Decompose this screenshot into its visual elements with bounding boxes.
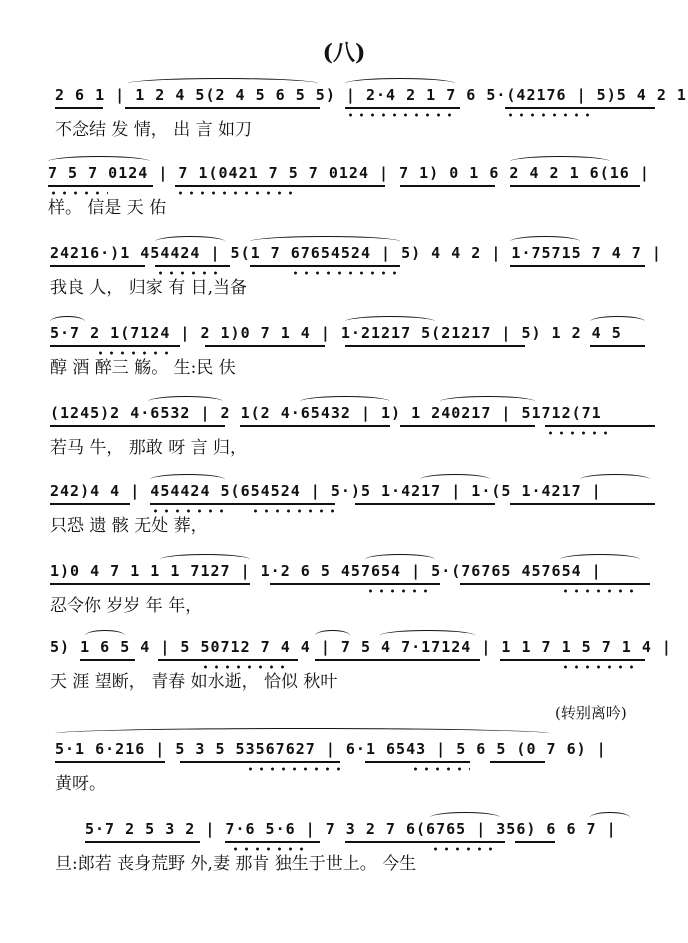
low-octave-dots (430, 846, 500, 852)
low-octave-dots (345, 112, 455, 118)
score-row-2 (0, 158, 688, 228)
beam-line (175, 185, 385, 187)
score-row-9 (0, 734, 688, 804)
lyrics-line: 忍令你 岁岁 年 年， (50, 596, 203, 616)
slur (155, 236, 225, 247)
beam-line (155, 265, 230, 267)
slur (300, 396, 390, 407)
slur (380, 630, 475, 641)
beam-line (50, 583, 250, 585)
beam-line (48, 185, 153, 187)
score-row-6 (0, 476, 688, 546)
score-row-5 (0, 398, 688, 468)
score-row-7 (0, 556, 688, 626)
beam-line (500, 659, 645, 661)
beam-line (400, 185, 495, 187)
lyrics-line: 样。 信是 天 佑 (48, 198, 167, 218)
beam-line (50, 345, 180, 347)
beam-line (125, 107, 320, 109)
beam-line (270, 583, 440, 585)
slur (440, 396, 535, 407)
score-row-10 (0, 814, 688, 884)
low-octave-dots (290, 270, 400, 276)
slur (48, 156, 150, 167)
beam-line (55, 761, 165, 763)
beam-line (55, 107, 103, 109)
slur (345, 316, 435, 327)
slur (55, 728, 550, 739)
low-octave-dots (560, 588, 640, 594)
beam-line (250, 265, 400, 267)
jianpu-notes: 5·7 2 5 3 2 | 7·6 5·6 | 7 3 2 7 6(6765 | 356) 6 6 7 | (85, 820, 617, 838)
beam-line (315, 659, 480, 661)
beam-line (80, 659, 135, 661)
score-row-1 (0, 80, 688, 150)
beam-line (545, 425, 655, 427)
beam-line (50, 503, 130, 505)
beam-line (180, 761, 340, 763)
score-row-3 (0, 238, 688, 308)
slur (365, 554, 435, 565)
slur (580, 474, 650, 485)
beam-line (345, 841, 505, 843)
beam-line (225, 841, 320, 843)
lyrics-line: 不念结 发 情， 出 言 如刀 (55, 120, 253, 140)
beam-line (505, 107, 655, 109)
lyrics-line: 只恐 遗 骸 无处 葬， (50, 516, 208, 536)
low-octave-dots (545, 430, 615, 436)
slur (315, 630, 350, 641)
jianpu-notes: 7 5 7 0124 | 7 1(0421 7 5 7 0124 | 7 1) 0 1 6 2 4 2 1 6(16 | (48, 164, 650, 182)
slur (590, 316, 645, 327)
jianpu-notes: 2 6 1 | 1 2 4 5(2 4 5 6 5 5) | 2·4 2 1 7 6 5·(42176 | 5)5 4 2 1 (55, 86, 687, 104)
lyrics-line: 醇 酒 醉三 觞。 生:民 伕 (50, 358, 236, 378)
low-octave-dots (150, 508, 225, 514)
beam-line (345, 107, 460, 109)
low-octave-dots (365, 588, 435, 594)
beam-line (240, 425, 390, 427)
jianpu-notes: 24216·)1 454424 | 5(1 7 67654524 | 5) 4 4 2 | 1·75715 7 4 7 | (50, 244, 662, 262)
jianpu-notes: 5) 1 6 5 4 | 5 50712 7 4 4 | 7 5 4 7·17124 | 1 1 7 1 5 7 1 4 | (50, 638, 672, 656)
low-octave-dots (560, 664, 640, 670)
low-octave-dots (48, 190, 108, 196)
low-octave-dots (245, 766, 340, 772)
slur (560, 554, 640, 565)
low-octave-dots (230, 846, 310, 852)
slur (128, 78, 318, 89)
low-octave-dots (410, 766, 470, 772)
low-octave-dots (505, 112, 595, 118)
slur (510, 236, 580, 247)
beam-line (50, 425, 225, 427)
beam-line (460, 583, 650, 585)
slur (420, 474, 490, 485)
slur (148, 396, 223, 407)
lyrics-line: 若马 牛， 那敢 呀 言 归， (50, 438, 248, 458)
beam-line (85, 841, 200, 843)
slur (345, 78, 455, 89)
beam-line (510, 185, 640, 187)
beam-line (365, 761, 470, 763)
score-row-8 (0, 632, 688, 702)
transition-note: (转别离吟) (555, 704, 627, 722)
low-octave-dots (155, 270, 225, 276)
beam-line (205, 345, 325, 347)
lyrics-line: 旦:郎若 丧身荒野 外,妻 那肯 独生于世上。 今生 (55, 854, 417, 874)
beam-line (50, 265, 145, 267)
beam-line (515, 841, 555, 843)
beam-line (355, 503, 495, 505)
beam-line (150, 503, 335, 505)
lyrics-line: 我良 人， 归家 有 日,当备 (50, 278, 248, 298)
slur (590, 812, 630, 823)
jianpu-notes: 5·1 6·216 | 5 3 5 53567627 | 6·1 6543 | 5 6 5 (0 7 6) | (55, 740, 607, 758)
beam-line (400, 425, 535, 427)
low-octave-dots (95, 350, 175, 356)
slur (510, 156, 610, 167)
beam-line (158, 659, 298, 661)
slur (150, 474, 225, 485)
jianpu-notes: (1245)2 4·6532 | 2 1(2 4·65432 | 1) 1 240217 | 51712(71 (50, 404, 602, 422)
beam-line (345, 345, 525, 347)
lyrics-line: 天 涯 望断， 青春 如水逝， 恰似 秋叶 (50, 672, 338, 692)
slur (250, 236, 400, 247)
slur (85, 630, 125, 641)
low-octave-dots (250, 508, 335, 514)
low-octave-dots (200, 664, 290, 670)
slur (50, 316, 85, 327)
beam-line (510, 503, 655, 505)
beam-line (590, 345, 645, 347)
score-row-4 (0, 318, 688, 388)
beam-line (490, 761, 545, 763)
slur (160, 554, 250, 565)
jianpu-notes: 242)4 4 | 454424 5(654524 | 5·)5 1·4217 | 1·(5 1·4217 | (50, 482, 602, 500)
beam-line (510, 265, 645, 267)
section-title: (八) (322, 40, 366, 66)
slur (430, 812, 500, 823)
lyrics-line: 黄呀。 (55, 774, 106, 794)
low-octave-dots (175, 190, 295, 196)
jianpu-notes: 5·7 2 1(7124 | 2 1)0 7 1 4 | 1·21217 5(21217 | 5) 1 2 4 5 (50, 324, 622, 342)
jianpu-notes: 1)0 4 7 1 1 1 7127 | 1·2 6 5 457654 | 5·(76765 457654 | (50, 562, 602, 580)
